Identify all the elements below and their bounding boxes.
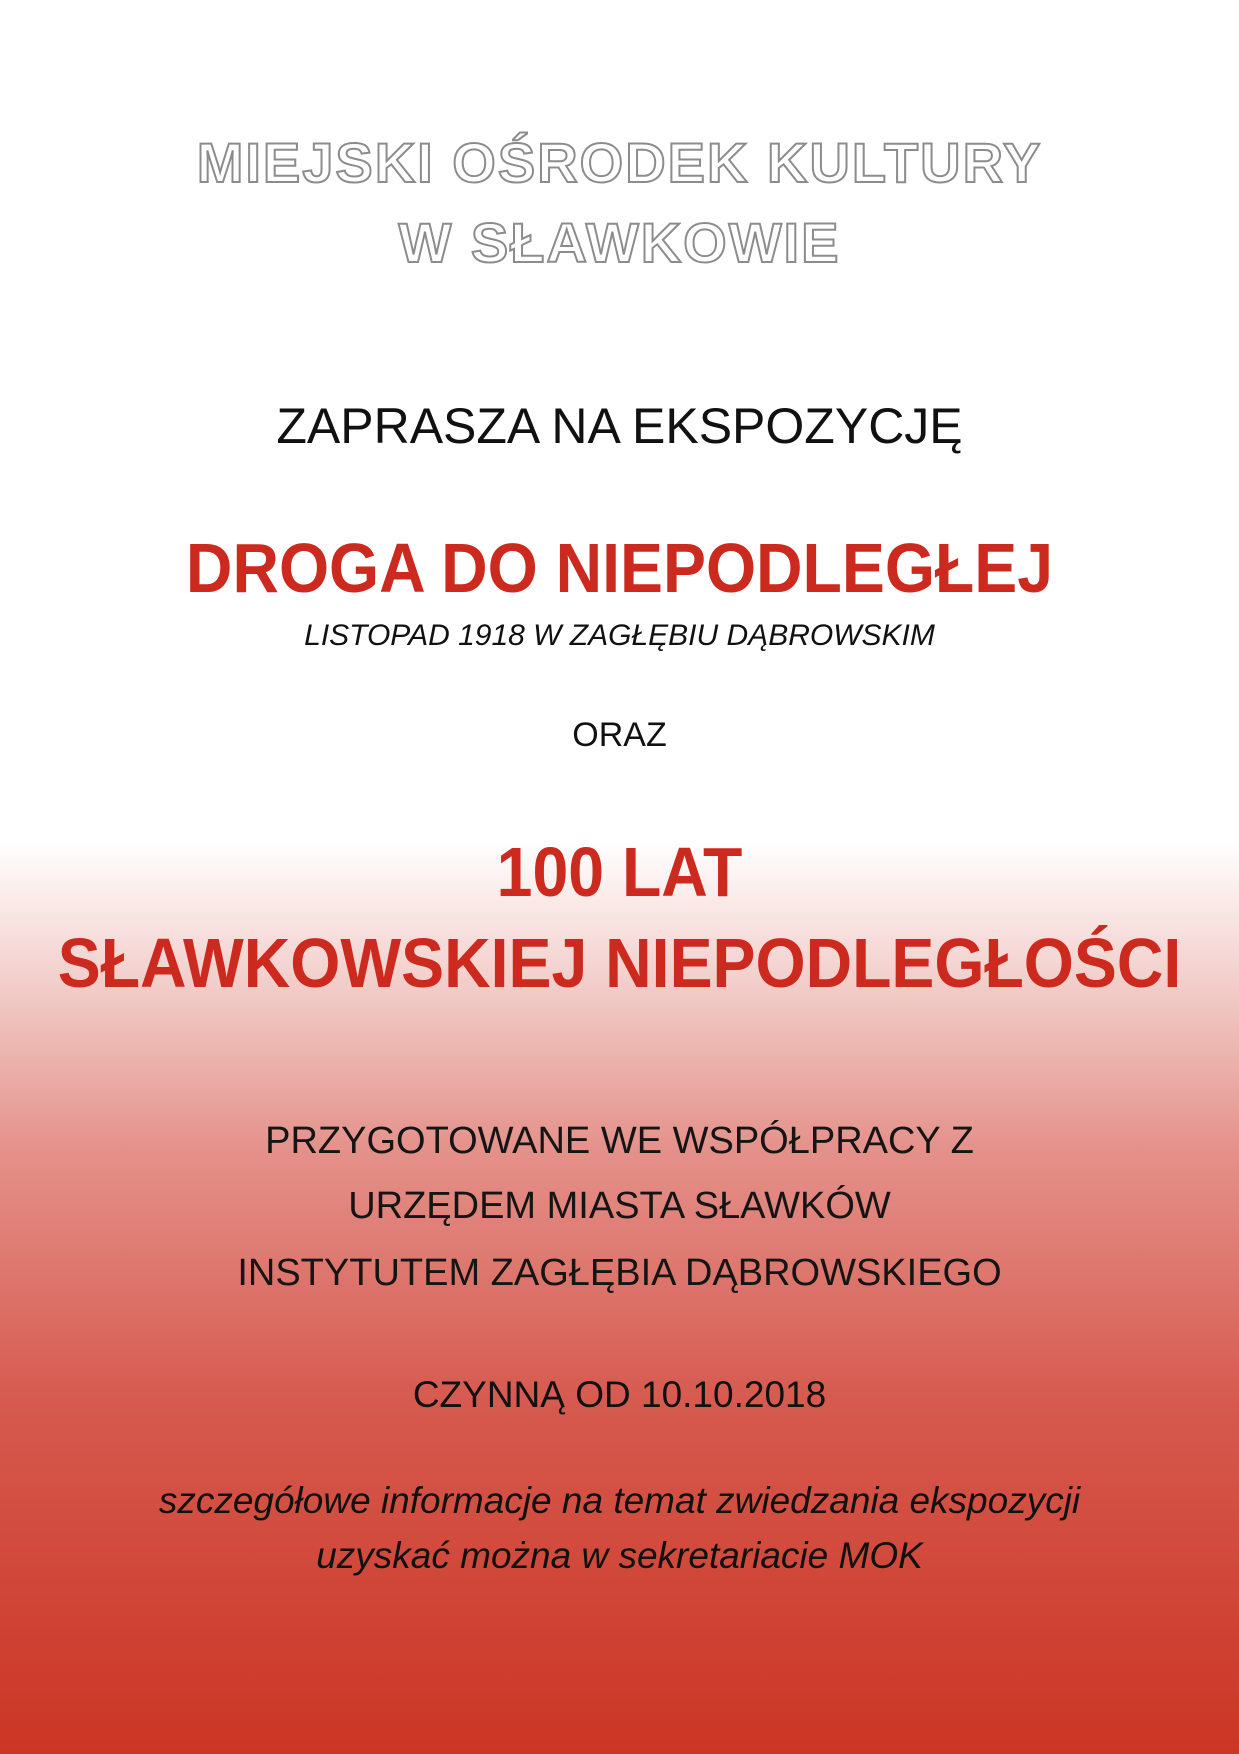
- exhibition-2-title-line-2: SŁAWKOWSKIEJ NIEPODLEGŁOŚCI: [57, 924, 1182, 1002]
- info-line-1: szczegółowe informacje na temat zwiedzania ekspozycji: [158, 1480, 1081, 1521]
- exhibition-1-subtitle: LISTOPAD 1918 W ZAGŁĘBIU DĄBROWSKIM: [304, 619, 935, 652]
- info-line-2: uzyskać można w sekretariacie MOK: [316, 1535, 923, 1576]
- header-line-1: MIEJSKI OŚRODEK KULTURY: [196, 131, 1043, 194]
- cooperation-line-2: URZĘDEM MIASTA SŁAWKÓW: [348, 1185, 891, 1227]
- conjunction-text: ORAZ: [572, 716, 667, 754]
- invite-text: ZAPRASZA NA EKSPOZYCJĘ: [276, 398, 963, 454]
- cooperation-line-1: PRZYGOTOWANE WE WSPÓŁPRACY Z: [265, 1120, 974, 1162]
- exhibition-2-title-line-1: 100 LAT: [496, 833, 743, 911]
- cooperation-line-3: INSTYTUTEM ZAGŁĘBIA DĄBROWSKIEGO: [237, 1252, 1002, 1294]
- opening-date: CZYNNĄ OD 10.10.2018: [412, 1374, 827, 1415]
- header-line-2: W SŁAWKOWIE: [398, 211, 841, 274]
- exhibition-1-title: DROGA DO NIEPODLEGŁEJ: [185, 529, 1054, 607]
